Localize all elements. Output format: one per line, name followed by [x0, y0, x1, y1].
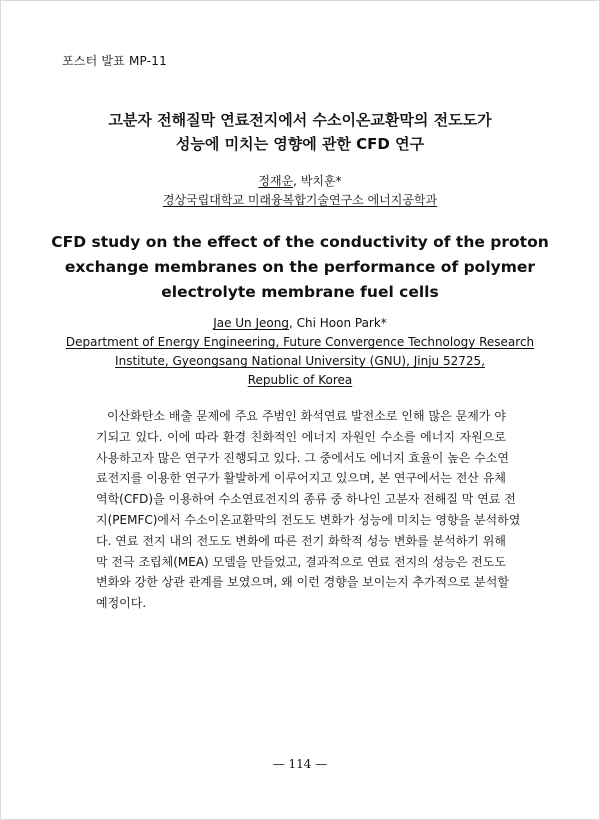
- abstract-line: 변화와 강한 상관 관계를 보였으며, 왜 이런 경향을 보이는지 추가적으로 분석할: [96, 575, 509, 590]
- abstract-line: 사용하고자 많은 연구가 진행되고 있다. 그 중에서도 에너지 효율이 높은 수소연: [96, 450, 509, 465]
- english-affiliation-line: Department of Energy Engineering, Future Convergence Technology Research: [65, 335, 535, 349]
- abstract-line: 역학(CFD)을 이용하여 수소연료전지의 종류 중 하나인 고분자 전해질 막 연료 전: [96, 492, 516, 507]
- english-title-line: exchange membranes on the performance of polymer: [64, 258, 536, 276]
- abstract-line: 다. 연료 전지 내의 전도도 변화에 따른 전기 화학적 성능 변화를 분석하기 위해: [96, 533, 506, 548]
- english-author-separator: ,: [288, 316, 297, 330]
- abstract-body: [96, 406, 521, 614]
- abstract-line: 기되고 있다. 이에 따라 환경 친화적인 에너지 자원인 수소를 에너지 자원으로: [96, 429, 506, 444]
- session-label: 포스터 발표 MP-11: [62, 54, 167, 68]
- english-affiliation-line: Institute, Gyeongsang National University (GNU), Jinju 52725,: [115, 354, 485, 368]
- korean-author-1: 정재운: [258, 174, 294, 188]
- english-title-line: electrolyte membrane fuel cells: [161, 283, 439, 301]
- abstract-line: 료전지를 이용한 연구가 활발하게 이루어지고 있으며, 본 연구에서는 전산 유체: [96, 471, 506, 486]
- korean-title: [0, 108, 600, 156]
- abstract-line: 막 전극 조립체(MEA) 모델을 만들었고, 결과적으로 연료 전지의 성능은 전도도: [96, 554, 506, 569]
- korean-author-2: 박치훈*: [300, 174, 342, 188]
- korean-author-names: [0, 172, 600, 191]
- korean-affiliation: 경상국립대학교 미래융복합기술연구소 에너지공학과: [162, 193, 438, 207]
- korean-title-line: 고분자 전해질막 연료전지에서 수소이온교환막의 전도도가: [108, 111, 492, 129]
- abstract-line: 이산화탄소 배출 문제에 주요 주범인 화석연료 발전소로 인해 많은 문제가 야: [107, 409, 506, 423]
- page-number: — 114 —: [272, 757, 328, 771]
- abstract-line: 예정이다.: [96, 596, 147, 611]
- korean-title-line: 성능에 미치는 영향에 관한 CFD 연구: [175, 135, 425, 153]
- korean-authors: [0, 172, 600, 210]
- english-author-1: Jae Un Jeong: [213, 316, 289, 330]
- english-author-2: Chi Hoon Park*: [296, 316, 387, 330]
- abstract-line: 지(PEMFC)에서 수소이온교환막의 전도도 변화가 성능에 미치는 영향을 분석하였: [96, 512, 521, 527]
- english-affiliation-line: Republic of Korea: [247, 373, 353, 387]
- english-title: [0, 230, 600, 305]
- english-authors: [0, 314, 600, 390]
- english-title-line: CFD study on the effect of the conductivity of the proton: [51, 233, 549, 251]
- korean-author-separator: ,: [293, 174, 301, 188]
- english-author-names: [0, 314, 600, 333]
